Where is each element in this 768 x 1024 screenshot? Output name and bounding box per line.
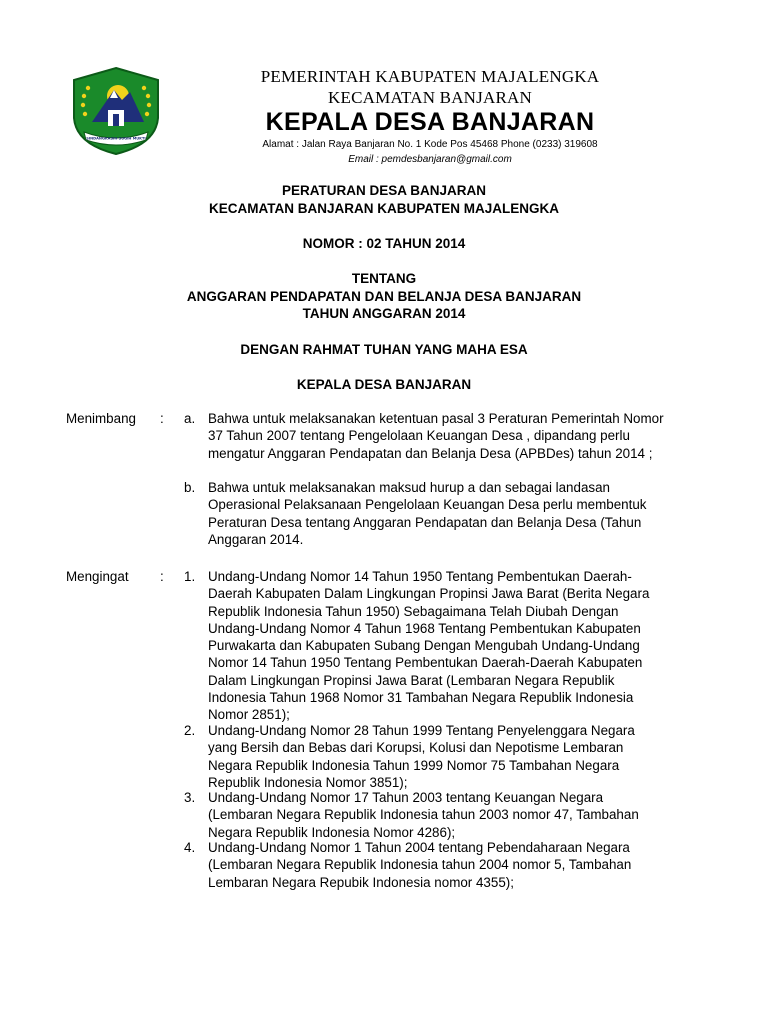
subject-line-1: ANGGARAN PENDAPATAN DAN BELANJA DESA BANJARAN [186,289,582,304]
list-item-marker: 1. [184,569,196,584]
list-item-marker: a. [184,411,196,426]
subject-line-2: TAHUN ANGGARAN 2014 [302,306,466,321]
regulation-title: PERATURAN DESA BANJARAN [281,183,486,198]
list-item-marker: 3. [184,790,196,805]
list-item-text: Undang-Undang Nomor 14 Tahun 1950 Tentang Pembentukan Daerah- Daerah Kabupaten Dalam Lingkungan Propinsi Jawa Barat (Berita Negara Republik Indonesia Tahun 1950) Sebagaimana Telah Diubah Dengan Undang-Undang Nomor 4 Tahun 1968 Tentang Pembentukan Kabupaten Purwakarta dan Kabupaten Subang Dengan Mengubah Undang-Undang Nomor 14 Tahun 1950 Tentang Pembentukan Daerah-Daerah Kabupaten Dalam Lingkungan Propinsi Jawa Barat (Lembaran Negara Republik Indonesia Tahun 1968 Nomor 31 Tambahan Negara Republik Indonesia Nomor 2851); [208,569,650,723]
about-heading: TENTANG [351,271,417,286]
letterhead-email: Email : pemdesbanjaran@gmail.com [348,154,512,165]
list-item-text: Bahwa untuk melaksanakan ketentuan pasal 3 Peraturan Pemerintah Nomor 37 Tahun 2007 tentang Pengelolaan Keuangan Desa , dipandang perlu mengatur Anggaran Pendapatan dan Belanja Desa (APBDes) tahun 2014 ; [208,411,664,461]
letterhead-address: Alamat : Jalan Raya Banjaran No. 1 Kode Pos 45468 Phone (0233) 319608 [262,139,598,150]
village-head-heading: KEPALA DESA BANJARAN [296,377,472,392]
emblem-banner-text: SINDANGKASIH SUGIH MUKTI [86,136,146,141]
considering-label: Menimbang [66,411,136,426]
list-item-marker: 2. [184,723,196,738]
list-item-marker: b. [184,480,196,495]
list-item-text: Undang-Undang Nomor 28 Tahun 1999 Tentang Penyelenggara Negara yang Bersih dan Bebas dari Korupsi, Kolusi dan Nepotisme Lembaran Negara Republik Indonesia Tahun 1999 Nomor 75 Tambahan Negara Republik Indonesia Nomor 3851); [208,723,635,790]
letterhead-title: KEPALA DESA BANJARAN [265,108,595,136]
list-item-marker: 4. [184,840,196,855]
considering-colon: : [160,411,164,426]
majalengka-regency-emblem-icon [70,66,162,156]
regulation-number: NOMOR : 02 TAHUN 2014 [302,236,466,251]
list-item-text: Bahwa untuk melaksanakan maksud hurup a dan sebagai landasan Operasional Pelaksanaan Pengelolaan Keuangan Desa perlu membentuk Peraturan Desa tentang Anggaran Pendapatan dan Belanja Desa (Tahun Anggaran 2014. [208,480,647,547]
blessing-line: DENGAN RAHMAT TUHAN YANG MAHA ESA [240,342,528,357]
list-item-text: Undang-Undang Nomor 17 Tahun 2003 tentang Keuangan Negara (Lembaran Negara Republik Indonesia tahun 2003 nomor 47, Tambahan Negara Republik Indonesia Nomor 4286); [208,790,639,840]
government-name: PEMERINTAH KABUPATEN MAJALENGKA [260,67,600,86]
recalling-label: Mengingat [66,569,129,584]
regulation-subtitle: KECAMATAN BANJARAN KABUPATEN MAJALENGKA [209,201,559,216]
district-name: KECAMATAN BANJARAN [328,88,532,107]
recalling-colon: : [160,569,164,584]
list-item-text: Undang-Undang Nomor 1 Tahun 2004 tentang Pebendaharaan Negara (Lembaran Negara Republik Indonesia tahun 2004 nomor 5, Tambahan Lembaran Negara Repubik Indonesia nomor 4355); [208,840,632,890]
